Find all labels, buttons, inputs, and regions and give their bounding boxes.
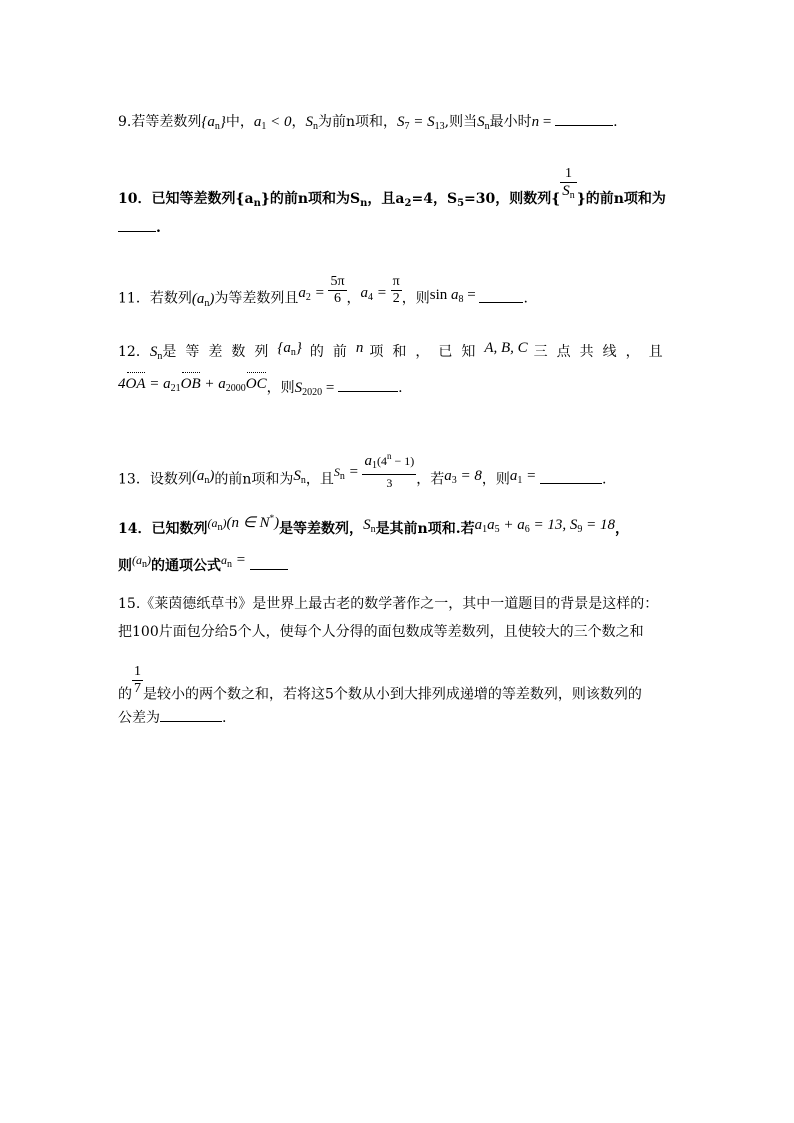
answer-blank-15[interactable] <box>160 709 222 722</box>
problem-15-line2: 把100片面包分给5个人，使每个人分得的面包数成等差数列，且使较大的三个数之和 <box>118 624 644 640</box>
answer-blank-12[interactable] <box>338 379 398 392</box>
answer-blank-11[interactable] <box>479 290 523 303</box>
problem-15-line1: 15.《莱茵德纸草书》是世界上最古老的数学著作之一，其中一道题目的背景是这样的： <box>118 596 659 612</box>
problem-13: 13．设数列$(a_n)$的前n项和为$S_n$，且$S_n$ = $\frac{a_1(4^n - 1)}{3}$ ，若$a_3 = 8$，则$a_1$ = . <box>118 458 678 501</box>
seq-a-n: $\{a_n\}$ <box>201 114 226 132</box>
answer-blank-14[interactable] <box>250 557 288 570</box>
fraction-1-over-sn: $\frac{1}{S_n}$ <box>562 166 575 201</box>
answer-blank-9[interactable] <box>555 113 613 126</box>
vector-oc: OC <box>245 376 267 392</box>
problem-11: 11．若数列$(a_n)$为等差数列且$a_2$ = $\frac{5\pi}{6}$ ，$a_4$ = $\frac{\pi}{2}$ ，则$\sin a_8$ = . <box>118 274 528 309</box>
fraction-5pi-over-6: $\frac{5\pi}{6}$ <box>330 274 345 306</box>
vector-oa: OA <box>125 376 146 392</box>
problem-14: 14．已知数列$(a_n)(n$ ∈ N*)是等差数列，$S_n$是其前n项和.若$a_1a_5 + a_6 = 13$, $S_9 = 18$， <box>118 513 629 537</box>
answer-blank-10[interactable] <box>118 219 156 232</box>
problem-12-line2: $4OA = a_{21}OB + a_{2000}OC$，则$S_{2020}$ = . <box>118 376 403 398</box>
problem-14-line2: 则$(a_n)$的通项公式$a_n$ = <box>118 556 678 581</box>
problem-15-line4: 公差为 . <box>118 710 227 726</box>
fraction-pi-over-2: $\frac{\pi}{2}$ <box>392 274 400 306</box>
fraction-sn-formula: $\frac{a_1(4^n - 1)}{3}$ <box>362 448 416 491</box>
answer-blank-13[interactable] <box>540 471 602 484</box>
problem-12: 12．$S_n$是等差数列$\{a_n\}$ 的前n 项和，已知A, B, C 三点共线，且 <box>118 340 672 362</box>
problem-10: 10．已知等差数列$\{a_n\}$的前n项和为$S_n$，且$a_2=4$，$S_5=30$，则数列{ $\frac{1}{S_n}$ }的前n项和为 <box>118 166 666 209</box>
problem-15-line3: 的 $\frac{1}{7}$ 是较小的两个数之和，若将这5个数从小到大排列成递增的等差数列，则该数列的 <box>118 664 642 703</box>
problem-9: 9.若等差数列$\{a_n\}$中，$a_1 < 0$，$S_n$为前n项和，$S_7 = S_{13}$,则当$S_n$最小时n = . <box>118 114 618 132</box>
fraction-1-over-7: $\frac{1}{7}$ <box>134 664 141 696</box>
vector-ob: OB <box>180 376 201 392</box>
problem-10-line2: . <box>118 218 678 238</box>
